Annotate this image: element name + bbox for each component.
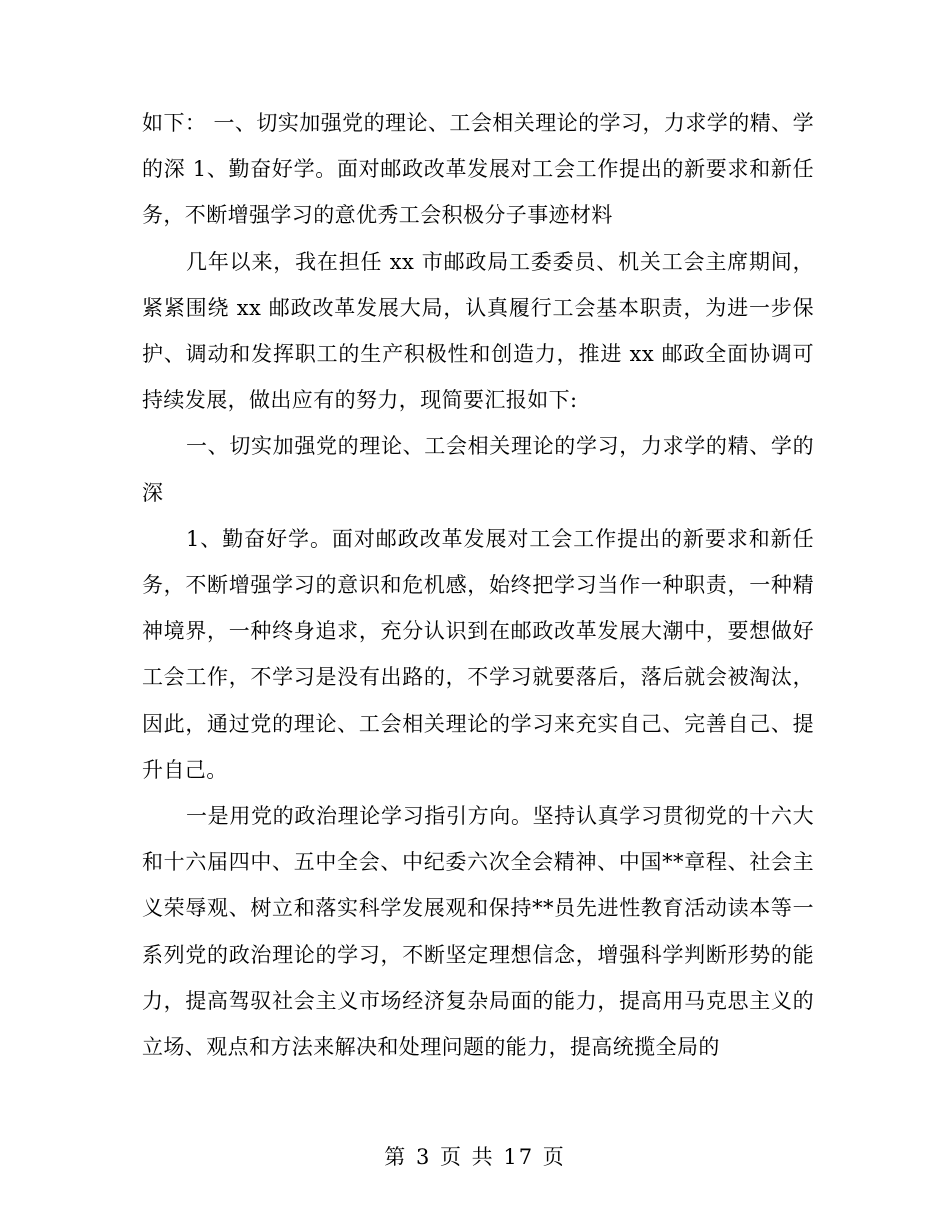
paragraph-intro: 如下： 一、切实加强党的理论、工会相关理论的学习，力求学的精、学的深 1、勤奋好学。面对邮政改革发展对工会工作提出的新要求和新任务，不断增强学习的意优秀工会积极分子事迹材料: [142, 111, 814, 228]
paragraph-political-theory: 一是用党的政治理论学习指引方向。坚持认真学习贯彻党的十六大和十六届四中、五中全会、中纪委六次全会精神、中国**章程、社会主义荣辱观、树立和落实科学发展观和保持**员先进性教育活动读本等一系列党的政治理论的学习，不断坚定理想信念，增强科学判断形势的能力，提高驾驭社会主义市场经济复杂局面的能力，提高用马克思主义的立场、观点和方法来解决和处理问题的能力，提高统揽全局的: [142, 804, 814, 1060]
section-heading-1: 一、切实加强党的理论、工会相关理论的学习，力求学的精、学的深: [142, 434, 814, 505]
paragraph-background: 几年以来，我在担任 xx 市邮政局工委委员、机关工会主席期间，紧紧围绕 xx 邮政改革发展大局，认真履行工会基本职责，为进一步保护、调动和发挥职工的生产积极性和创造力，推进 xx 邮政全面协调可持续发展，做出应有的努力，现简要汇报如下:: [142, 249, 814, 413]
page-number-footer: 第 3 页 共 17 页: [384, 1145, 566, 1169]
document-body: [142, 100, 814, 1070]
paragraph-diligent-study: 1、勤奋好学。面对邮政改革发展对工会工作提出的新要求和新任务，不断增强学习的意识和危机感，始终把学习当作一种职责，一种精神境界，一种终身追求，充分认识到在邮政改革发展大潮中，要想做好工会工作，不学习是没有出路的，不学习就要落后，落后就会被淘汰，因此，通过党的理论、工会相关理论的学习来充实自己、完善自己、提升自己。: [142, 526, 814, 782]
